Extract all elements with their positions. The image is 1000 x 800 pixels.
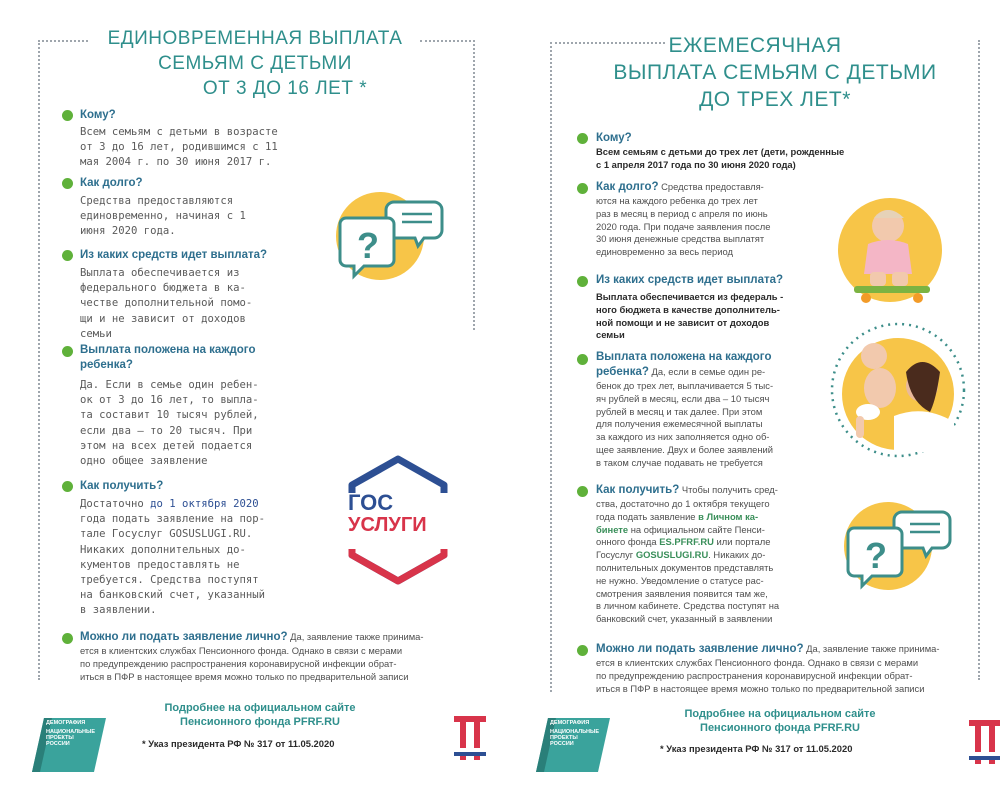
bullet-icon [62, 633, 73, 644]
svg-text:?: ? [865, 535, 887, 576]
answer-text: Чтобы получить сред- [679, 484, 778, 495]
question-in-person: Можно ли подать заявление лично? [80, 631, 288, 643]
footer-link [640, 707, 920, 735]
bullet-icon [577, 276, 588, 287]
footer-line-1: Подробнее на официальном сайте [164, 702, 356, 714]
dotted-border-top-right [420, 40, 475, 42]
answer-text: или портале Госуслуг [596, 536, 771, 561]
logo-line: НАЦИОНАЛЬНЫЕ [46, 729, 96, 735]
title-line-2: СЕМЬЯМ С ДЕТЬМИ [158, 53, 352, 74]
question-per-child: Выплата положена на каждого ребенка? [80, 344, 256, 371]
title-line-3: ДО ТРЕХ ЛЕТ* [699, 88, 851, 111]
question-bubble-icon [332, 188, 444, 288]
answer-text: ства, достаточно до 1 октября текущего года подать заявление [596, 498, 770, 522]
question-how-to-get: Как получить? [596, 484, 680, 496]
dotted-border-right [978, 40, 980, 680]
logo-line: РОССИИ [550, 741, 574, 747]
answer-text: Да, заявление также принима- [803, 643, 940, 654]
deadline-highlight: до 1 октября 2020 [150, 498, 259, 510]
page-title [580, 32, 970, 113]
dotted-border-right [473, 40, 475, 330]
svg-text:?: ? [357, 225, 379, 266]
bullet-icon [577, 133, 588, 144]
dotted-border-top-left [38, 40, 88, 42]
answer-text: на официальном сайте Пенси- онного фонда [596, 523, 765, 548]
answer-per-child: Да. Если в семье один ребен- ок от 3 до 16 лет, то выпла- та составит 10 тысяч рублей, если два – то 20 тысяч. При этом на всех детей подается одно общее заявление [80, 379, 259, 468]
pfr-logo [450, 708, 490, 768]
question-in-person: Можно ли подать заявление лично? [596, 643, 804, 655]
logo-line: НАЦИОНАЛЬНЫЕ [550, 729, 600, 735]
answer-per-child [596, 350, 806, 470]
toddler-photo [830, 188, 950, 308]
title-line-1: ЕДИНОВРЕМЕННАЯ ВЫПЛАТА [107, 28, 403, 49]
bullet-icon [62, 250, 73, 261]
mother-baby-photo [828, 320, 968, 460]
answer-funding: Выплата обеспечивается из федерального бюджета в ка- честве дополнительной помо- щи и не зависит от доходов семьи [80, 267, 253, 340]
bullet-icon [62, 481, 73, 492]
question-bubble-icon [840, 498, 952, 598]
answer-who: Всем семьям с детьми в возрасте от 3 до 16 лет, родившимся с 11 мая 2004 г. по 30 июня 2017 г. [80, 126, 278, 169]
answer-text: года подать заявление на пор- тале Госуслуг GOSUSLUGI.RU. Никаких дополнительных до- кументов предоставлять не требуется. Средства поступят на банковский счет, указанный в заявлении. [80, 513, 265, 617]
page-title [90, 26, 420, 101]
question-who: Кому? [596, 132, 632, 144]
logo-line: ПРОЕКТЫ [550, 735, 578, 741]
answer-how-long: Средства предоставляются единовременно, начиная с 1 июня 2020 года. [80, 195, 246, 238]
footer-link [120, 701, 400, 729]
answer-text: . Никаких до- полнительных документов представлять не нужно. Уведомление о статусе рас- смотрения заявления появится там же, в личном кабинете. Средства поступят на банковский счет, указанный в заявлении [596, 549, 780, 625]
question-funding: Из каких средств идет выплата? [596, 274, 784, 286]
dotted-border-left [38, 40, 40, 680]
answer-text: бенок до трех лет, выплачивается 5 тыс- яч рублей в месяц, если два – 10 тысяч рублей в месяц и так далее. При этом для получения ежемесячной выплаты за каждого из них заполняется одно об- щее заявление. Двух и более заявлений в таком случае подавать не требуется [596, 380, 774, 468]
question-how-long: Как долго? [596, 181, 659, 193]
answer-in-person [596, 642, 976, 695]
answer-text: ются на каждого ребенка до трех лет раз в месяц в период с апреля по июнь 2020 года. При подаче заявления после 30 июня денежные средства выплатят единовременно за весь период [596, 195, 771, 258]
leaflet-lump-sum-payment [0, 0, 490, 800]
question-who: Кому? [80, 109, 116, 121]
answer-funding: Выплата обеспечивается из федераль - ного бюджета в качестве дополнитель- ной помощи и не зависит от доходов семьи [596, 291, 784, 341]
answer-text: ется в клиентских службах Пенсионного фонда. Однако в связи с мерами по предупреждению распространения коронавирусной инфекции обрат- иться в ПФР в настоящее время можно только по предварительной записи [596, 657, 925, 694]
logo-line: ДЕМОГРАФИЯ [46, 720, 86, 726]
logo-line: РОССИИ [46, 741, 70, 747]
decree-footnote: * Указ президента РФ № 317 от 11.05.2020 [660, 743, 853, 754]
logo-line: ДЕМОГРАФИЯ [550, 720, 590, 726]
personal-account-link: в Личном ка- бинете [596, 510, 759, 535]
dotted-border-left [550, 42, 552, 692]
bullet-icon [62, 178, 73, 189]
question-per-child: Выплата положена на каждого ребенка? [596, 351, 772, 378]
bullet-icon [577, 183, 588, 194]
answer-in-person [80, 630, 480, 683]
answer-text: Достаточно [80, 498, 151, 510]
pfr-logo [965, 712, 1000, 772]
answer-text: Да, если в семье один ре- [648, 366, 766, 377]
decree-footnote: * Указ президента РФ № 317 от 11.05.2020 [142, 738, 335, 749]
answer-how-to-get [80, 497, 380, 619]
footer-line-1: Подробнее на официальном сайте [684, 708, 876, 720]
leaflet-monthly-payment [510, 0, 1000, 800]
gosuslugi-text-gos: ГОС [348, 490, 394, 515]
question-how-long: Как долго? [80, 177, 143, 189]
bullet-icon [577, 486, 588, 497]
answer-who: Всем семьям с детьми до трех лет (дети, рожденные с 1 апреля 2017 года по 30 июня 2020 года) [596, 146, 845, 170]
footer-line-2: Пенсионного фонда PFRF.RU [700, 722, 860, 734]
logo-line: ПРОЕКТЫ [46, 735, 74, 741]
answer-how-to-get [596, 483, 806, 626]
gosuslugi-text [348, 492, 427, 536]
title-line-1: ЕЖЕМЕСЯЧНАЯ [668, 34, 842, 57]
title-line-3: ОТ 3 ДО 16 ЛЕТ * [202, 78, 368, 99]
bullet-icon [577, 645, 588, 656]
footer-line-2: Пенсионного фонда PFRF.RU [180, 716, 340, 728]
es-pfrf-link: ES.PFRF.RU [659, 536, 714, 548]
bullet-icon [62, 346, 73, 357]
gosuslugi-link: GOSUSLUGI.RU [635, 549, 709, 561]
question-funding: Из каких средств идет выплата? [80, 249, 268, 261]
bullet-icon [62, 110, 73, 121]
national-projects-logo-text [46, 720, 95, 747]
answer-text: Да, заявление также принима- [287, 631, 424, 642]
answer-text: ется в клиентских службах Пенсионного фонда. Однако в связи с мерами по предупреждению распространения коронавирусной инфекции обрат- иться в ПФР в настоящее время можно только по предварительной записи [80, 645, 409, 682]
gosuslugi-text-uslugi: УСЛУГИ [348, 514, 427, 536]
answer-how-long [596, 180, 796, 259]
question-how-to-get: Как получить? [80, 480, 164, 492]
answer-text: Средства предоставля- [658, 181, 764, 192]
title-line-2: ВЫПЛАТА СЕМЬЯМ С ДЕТЬМИ [613, 61, 937, 84]
bullet-icon [577, 354, 588, 365]
national-projects-logo-text [550, 720, 599, 747]
